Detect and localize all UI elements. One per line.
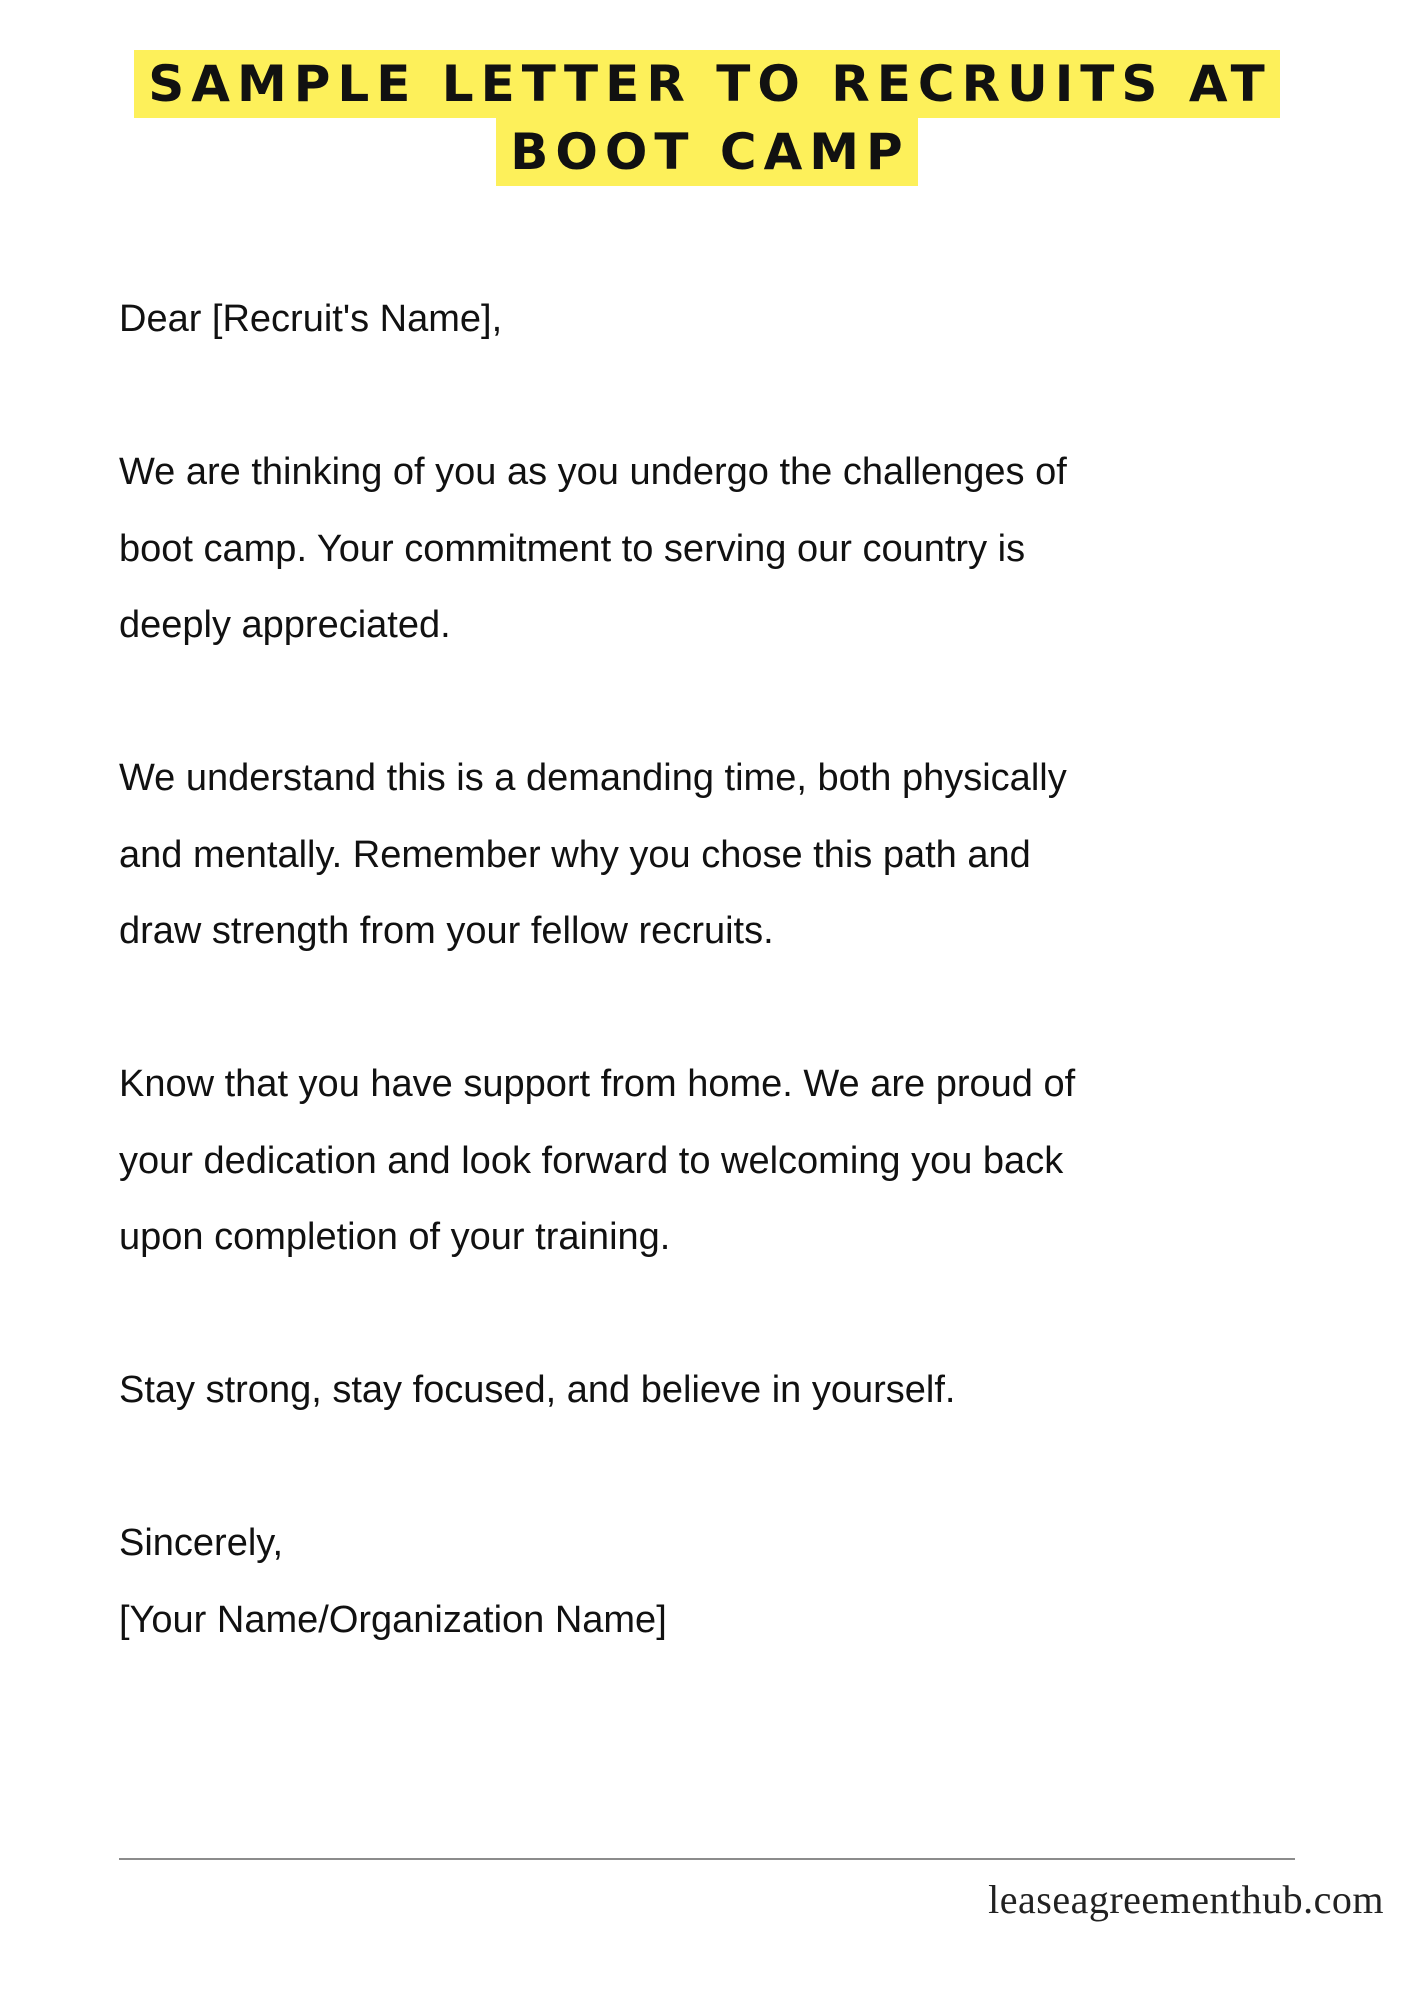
paragraph-1: [119, 434, 1379, 664]
paragraph-4: [119, 1352, 1379, 1429]
title-line-1: SAMPLE LETTER TO RECRUITS AT: [134, 50, 1280, 118]
page-title: [0, 50, 1414, 186]
paragraph-line: boot camp. Your commitment to serving our country is: [119, 527, 1026, 570]
paragraph-line: deeply appreciated.: [119, 604, 451, 646]
signature: [Your Name/Organization Name]: [119, 1598, 667, 1641]
paragraph-line: We are thinking of you as you undergo the challenges of: [119, 451, 1067, 493]
footer-website: leaseagreementhub.com: [988, 1877, 1384, 1922]
paragraph-line: Stay strong, stay focused, and believe in yourself.: [119, 1369, 956, 1411]
salutation: Dear [Recruit's Name],: [119, 298, 503, 340]
paragraph-3: [119, 1046, 1379, 1276]
paragraph-line: We understand this is a demanding time, both physically: [119, 757, 1067, 799]
sign-off: [119, 1505, 1379, 1658]
title-line-2: BOOT CAMP: [496, 118, 917, 186]
paragraph-line: your dedication and look forward to welcoming you back: [119, 1139, 1064, 1182]
closing: Sincerely,: [119, 1522, 284, 1564]
paragraph-line: draw strength from your fellow recruits.: [119, 910, 774, 952]
paragraph-line: Know that you have support from home. We are proud of: [119, 1063, 1076, 1105]
paragraph-line: and mentally. Remember why you chose this path and: [119, 833, 1031, 876]
letter-body: [119, 281, 1379, 1658]
footer-divider: [119, 1858, 1295, 1860]
paragraph-2: [119, 740, 1379, 970]
paragraph-line: upon completion of your training.: [119, 1216, 671, 1258]
